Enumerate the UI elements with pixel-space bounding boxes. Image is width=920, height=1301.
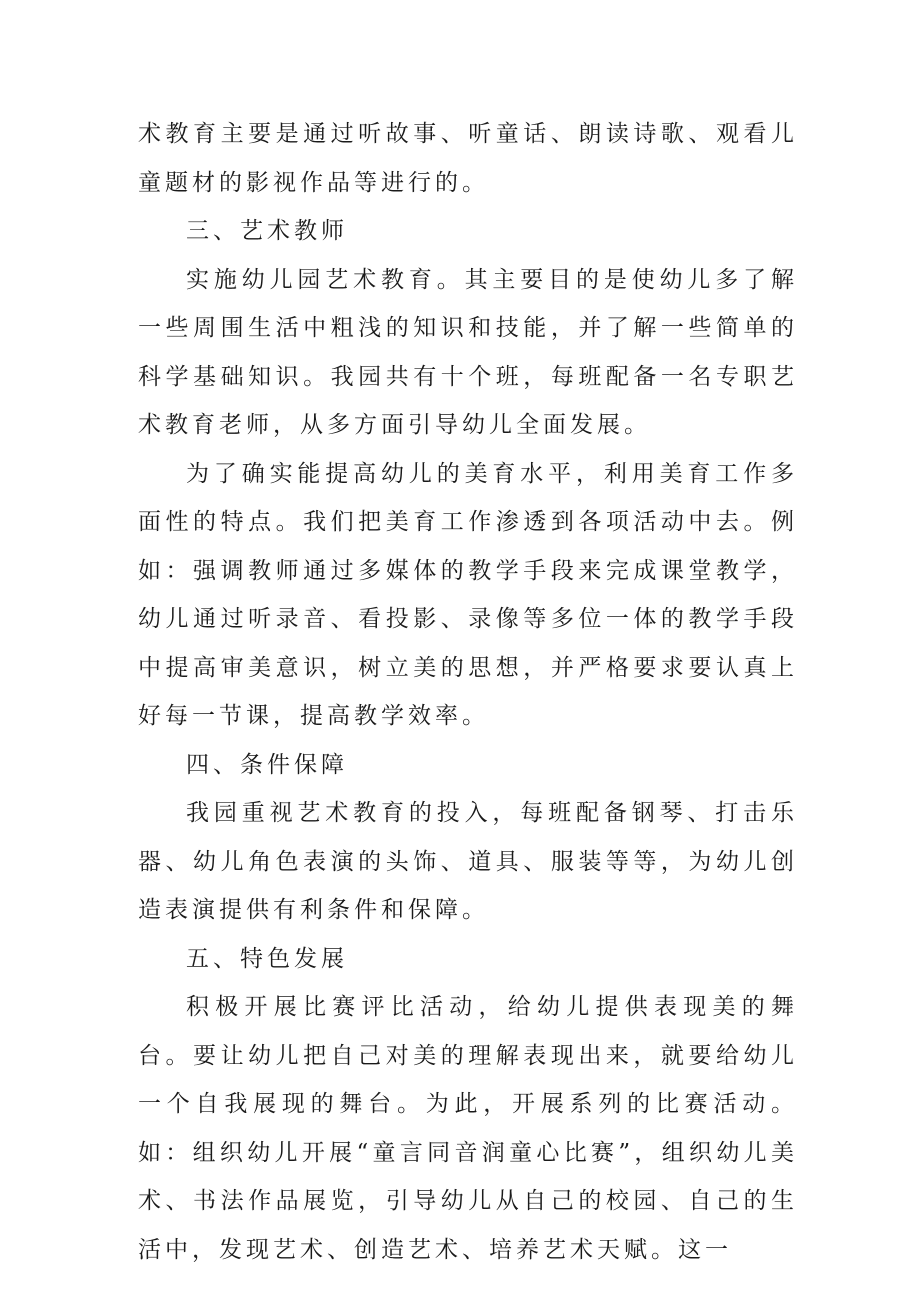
section-heading-conditions: 四、条件保障: [186, 751, 348, 778]
paragraph-art-education-implementation: 实施幼儿园艺术教育。其主要目的是使幼儿多了解一些周围生活中粗浅的知识和技能，并了解一些简单的科学基础知识。我园共有十个班，每班配备一名专职艺术教育老师，从多方面引导幼儿全面发展。: [138, 266, 798, 438]
paragraph-aesthetic-education: 为了确实能提高幼儿的美育水平，利用美育工作多面性的特点。我们把美育工作渗透到各项活动中去。例如：强调教师通过多媒体的教学手段来完成课堂教学，幼儿通过听录音、看投影、录像等多位一体的教学手段中提高审美意识，树立美的思想，并严格要求要认真上好每一节课，提高教学效率。: [138, 460, 798, 729]
section-heading-art-teachers: 三、艺术教师: [186, 218, 348, 244]
document-body: [138, 110, 798, 1274]
section-heading-features: 五、特色发展: [186, 945, 348, 972]
paragraph-investment: 我园重视艺术教育的投入，每班配备钢琴、打击乐器、幼儿角色表演的头饰、道具、服装等等，为幼儿创造表演提供有利条件和保障。: [138, 800, 798, 923]
paragraph-competitions: 积极开展比赛评比活动，给幼儿提供表现美的舞台。要让幼儿把自己对美的理解表现出来，就要给幼儿一个自我展现的舞台。为此，开展系列的比赛活动。如：组织幼儿开展“童言同音润童心比赛”，组织幼儿美术、书法作品展览，引导幼儿从自己的校园、自己的生活中，发现艺术、创造艺术、培养艺术天赋。这一: [138, 994, 798, 1263]
paragraph-continuation: 术教育主要是通过听故事、听童话、朗读诗歌、观看儿童题材的影视作品等进行的。: [138, 121, 798, 196]
